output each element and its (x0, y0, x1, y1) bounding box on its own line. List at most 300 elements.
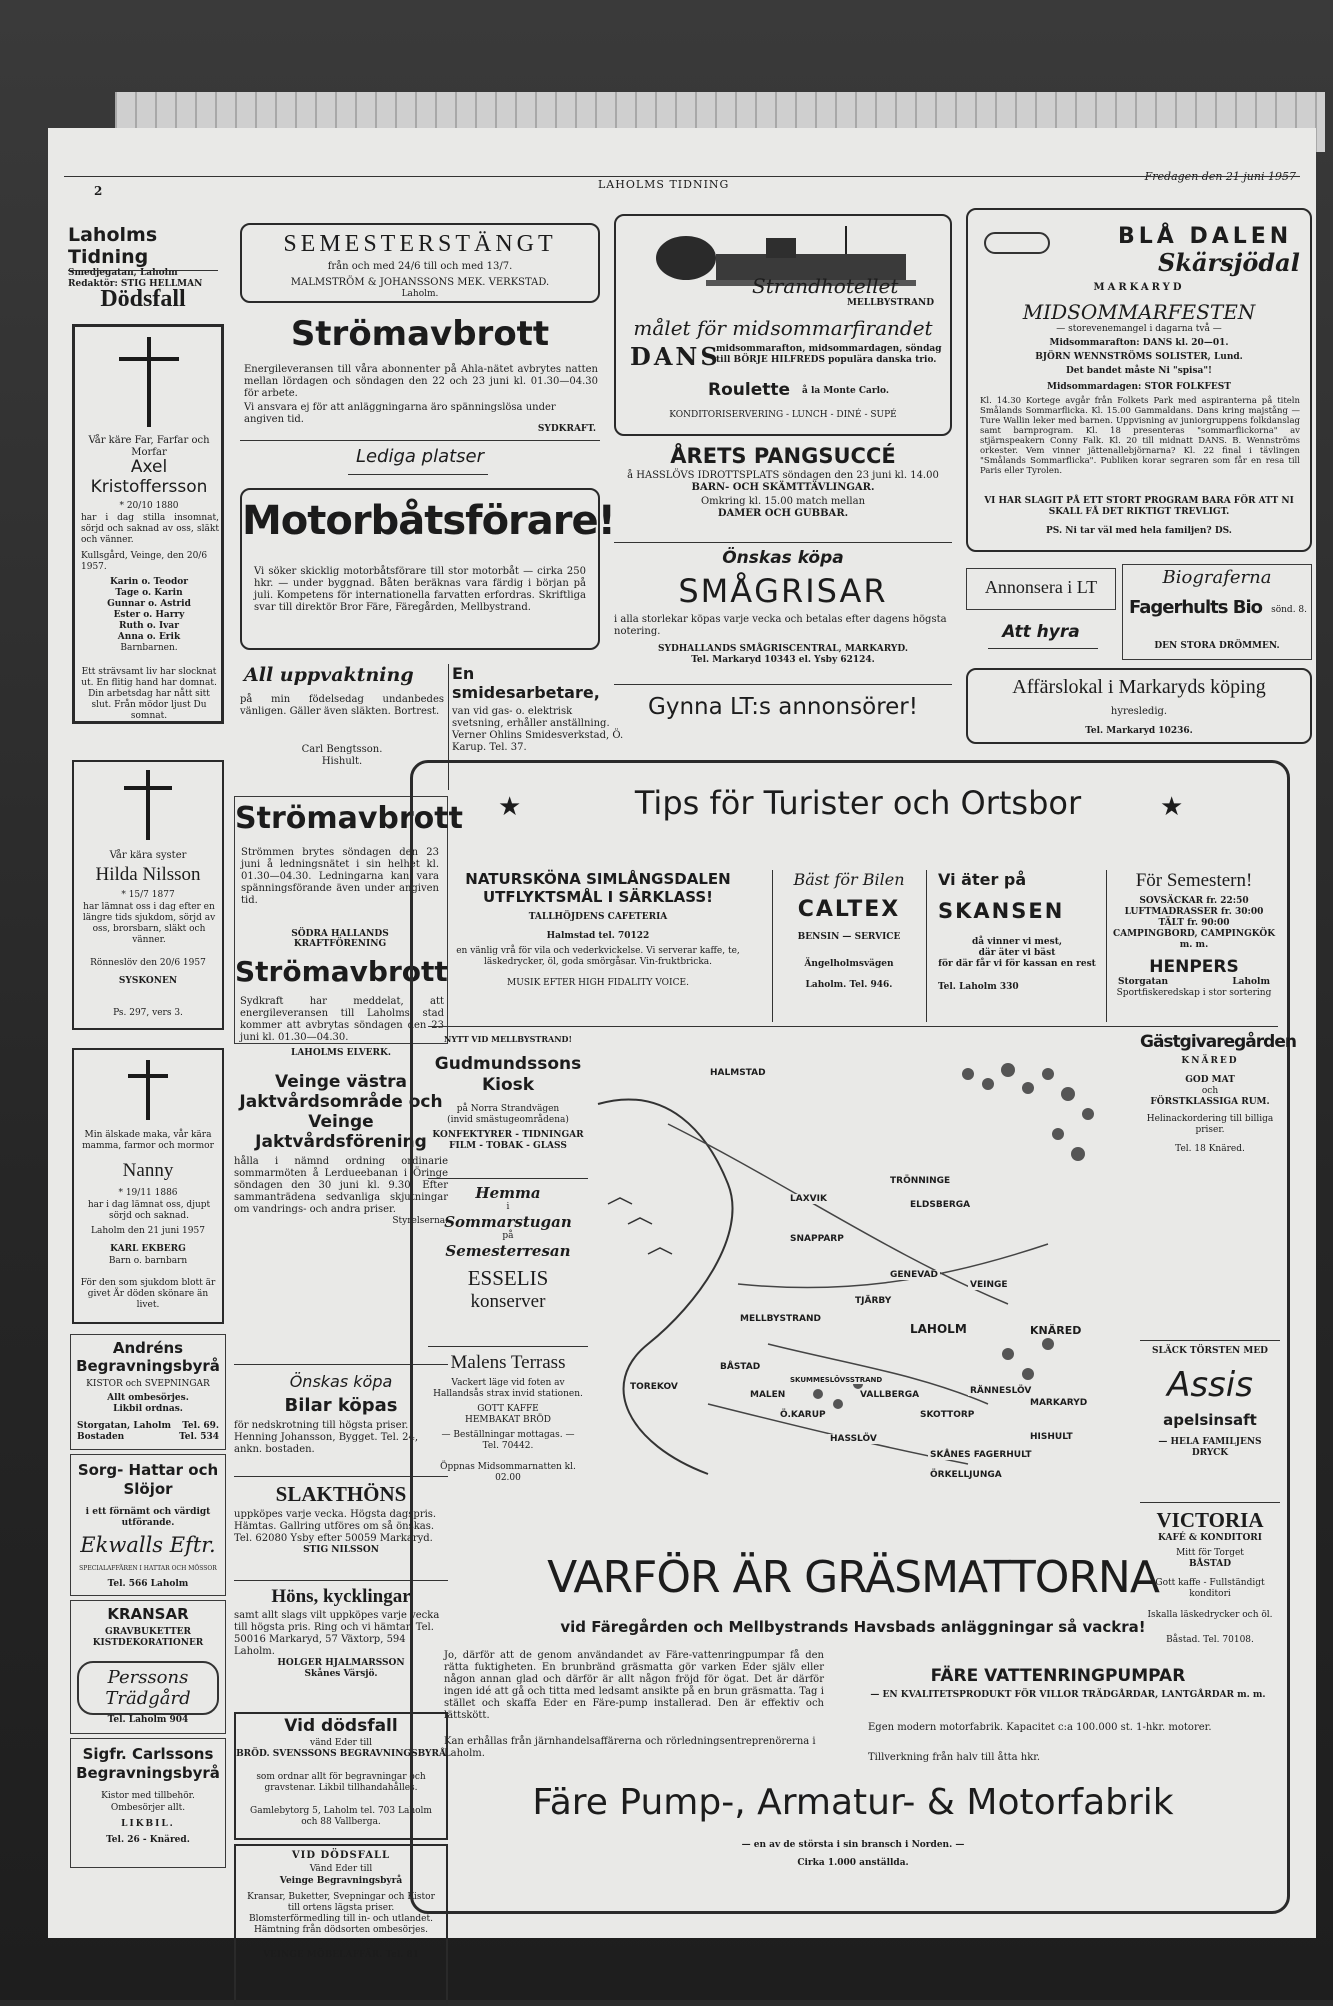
header-rule (64, 176, 1300, 177)
ad-line: Halmstad tel. 70122 (546, 931, 650, 941)
ad-title: Strömavbrott (235, 801, 463, 836)
ad-text: uppköpes varje vecka. Högsta dagspris. Hämtas. Gallring utföres om så önskas. Tel. 62080 Ysby efter 50059 Markaryd. (234, 1509, 437, 1544)
product-line: — EN KVALITETSPRODUKT FÖR VILLOR TRÄDGÅRDAR, LANTGÅRDAR m. m. (870, 1690, 1266, 1700)
brand-esselis: ESSELIS (467, 1266, 549, 1290)
ad-sub: GRAVBUKETTER (104, 1627, 192, 1637)
ad-assis (1140, 1346, 1280, 1459)
divider (240, 440, 600, 441)
ad-text: DAMER OCH GUBBAR. (717, 508, 849, 519)
product-name: FÄRE VATTENRINGPUMPAR (930, 1666, 1186, 1686)
cross-bar-icon (119, 357, 179, 361)
paper-name: Laholms Tidning (68, 224, 158, 268)
ad-title: Annonsera i LT (984, 577, 1098, 597)
cinema-name: Fagerhults Bio (1129, 597, 1262, 618)
map-label: SKOTTORP (920, 1410, 975, 1420)
ad-phone: Tel. Markaryd 10236. (1085, 726, 1193, 736)
obituary-hilda (72, 760, 224, 1030)
divider (1106, 870, 1107, 1022)
ad-place: KNÄRED (1181, 1056, 1239, 1066)
map-label: KNÄRED (1030, 1324, 1082, 1337)
ad-line: vänd Eder till (310, 1738, 372, 1748)
ad-title: Motorbåtsförare! (242, 498, 615, 544)
mourner: Anna o. Erik (117, 632, 181, 642)
obit-verse: Ett strävsamt liv har slocknat ut. En flitig hand har domnat. Din arbetsdag har nått sitt slut. Från mödor ljust Du somnat. (81, 667, 217, 721)
obit-place: Kullsgård, Veinge, den 20/6 1957. (81, 551, 208, 572)
cross-icon (147, 337, 151, 427)
obit-born: * 19/11 1886 (118, 1188, 178, 1198)
ad-line: HEMBAKAT BRÖD (465, 1415, 551, 1425)
ad-kransar (70, 1600, 226, 1734)
ad-line: BENSIN — SERVICE (797, 932, 901, 942)
map-label: RÄNNESLÖV (970, 1386, 1032, 1396)
ad-place: Hishult. (321, 756, 363, 767)
brand-sub: apelsinsaft (1163, 1411, 1257, 1429)
ad-pangsucce (614, 444, 952, 520)
obit-family: Barn o. barnbarn (108, 1256, 188, 1266)
ad-signed: SYDHALLANDS SMÅGRISCENTRAL, MARKARYD. (658, 644, 908, 654)
ad-line: LUFTMADRASSER fr. 30:00 (1124, 907, 1264, 917)
ad-line: Ombesörjer allt. (110, 1803, 186, 1813)
ad-title: En smidesarbetare, (452, 664, 600, 702)
obit-text: har lämnat oss i dag efter en längre tids sjukdom, sörjd av oss, brorsbarn, släkt och vänner. (82, 902, 216, 945)
ad-sub: KISTDEKORATIONER (92, 1638, 204, 1648)
ad-pre: Önskas köpa (289, 1372, 393, 1391)
hotel-name: Strandhotellet (752, 274, 899, 298)
ad-title: SLAKTHÖNS (275, 1482, 407, 1506)
ad-line: Iskalla läskedrycker och öl. (1147, 1610, 1273, 1620)
obit-intro: Min älskade maka, vår kära mamma, farmor och mormor (82, 1130, 214, 1151)
ad-smidesarbetare (452, 664, 624, 754)
ad-sorg (70, 1454, 226, 1596)
ad-carlssons (70, 1738, 226, 1868)
ad-line: Mitt för Torget (1176, 1548, 1244, 1558)
ad-line: LIKBIL. (121, 1819, 175, 1829)
page-number: 2 (94, 184, 103, 198)
ad-text: samt allt slags vilt uppköpes varje vecka till högsta pris. Ring och vi hämtar. Tel. 50016 Markaryd, 57 Växtorp, 594 Laholm. (234, 1610, 440, 1657)
ad-title: Veinge västra Jaktvårdsområde och Veinge Jaktvårdsförening (239, 1072, 443, 1152)
map-label: ELDSBERGA (910, 1200, 971, 1210)
ad-text: för nedskrotning till högsta priser. Henning Johansson, Bygget. Tel. 24, ankn. bostaden. (234, 1420, 419, 1455)
ad-sub: KISTOR och SVEPNINGAR (86, 1379, 210, 1389)
ad-title: BLÅ DALEN (1118, 224, 1293, 249)
ad-title: Biograferna (1162, 567, 1272, 588)
obit-mourners (79, 577, 219, 654)
obit-name: Nanny (122, 1160, 174, 1181)
divider (614, 542, 952, 543)
divider (988, 648, 1098, 649)
divider (428, 1178, 588, 1179)
hotel-place: MELLBYSTRAND (846, 298, 934, 308)
ad-text: BARN- OCH SKÄMTTÄVLINGAR. (691, 482, 875, 493)
hotel-roulette: Roulette (708, 380, 791, 400)
product-line: Tillverkning från halv till åtta hkr. (868, 1752, 1041, 1763)
ad-text: i alla storlekar köpas varje vecka och betalas efter dagens högsta notering. (614, 614, 947, 637)
ad-line: Hemma (475, 1184, 541, 1202)
hotel-footer: KONDITORISERVERING - LUNCH - DINÉ - SUPÉ (669, 410, 897, 420)
firm-line: Cirka 1.000 anställda. (797, 1858, 909, 1868)
ad-signed: SÖDRA HALLANDS (291, 929, 389, 939)
ad-line: på (502, 1231, 514, 1241)
ad-line: Allt ombesörjes. (107, 1393, 189, 1403)
ad-text: Vi söker skicklig motorbåtsförare till stor motorbåt — cirka 250 hkr. — under byggnad. Båten beräknas vara färdig i början på juli. Kompetens för internationella farvatten erfordras. Skriftliga svar till direktör Bror Färe, Färegården, Mellbystrand. (254, 566, 586, 613)
ad-phone: Tel. Markaryd 10343 el. Ysby 62124. (691, 655, 875, 665)
ad-line: där äter vi bäst (978, 948, 1056, 958)
stromavbrott-title: Strömavbrott (290, 314, 550, 354)
ad-title: SMÅGRISAR (678, 572, 888, 610)
divider (428, 1346, 588, 1347)
obit-name: Axel Kristoffersson (90, 457, 208, 497)
ad-text: Omkring kl. 15.00 match mellan (700, 496, 866, 507)
ad-title: Strömavbrott (235, 955, 448, 988)
stromavbrott3-text: Sydkraft har meddelat, att energileveransen till Laholms stad kommer att avbrytas söndagen den 23 juni kl. 01.30—04.30. (240, 996, 444, 1043)
cross-icon (146, 1060, 150, 1120)
obit-text: har i dag stilla insomnat, sörjd och saknad av oss, släkt och vänner. (81, 513, 219, 545)
ad-bla-dalen (966, 208, 1312, 552)
map-label: HALMSTAD (710, 1068, 766, 1078)
ad-line: som ordnar allt för begravningar och gravstenar. Likbil tillhandahålles. (256, 1772, 426, 1793)
ad-line: BJÖRN WENNSTRÖMS SOLISTER, Lund. (1035, 352, 1243, 362)
ad-line: Helinackordering till billiga priser. (1146, 1114, 1274, 1135)
ad-pre: NYTT VID MELLBYSTRAND! (444, 1034, 572, 1044)
ad-title: VID DÖDSFALL (291, 1850, 391, 1861)
dateline: Fredagen den 21 juni 1957 (1144, 170, 1296, 183)
map-label: LAHOLM (910, 1322, 967, 1336)
grasmattorna-title: VARFÖR ÄR GRÄSMATTORNA (547, 1552, 1159, 1603)
brand-assis: Assis (1167, 1365, 1253, 1405)
ad-line: Veinge Begravningsbyrå (279, 1876, 403, 1886)
ad-line: Midsommarafton: DANS kl. 20—01. (1049, 338, 1229, 348)
obit-psalm: Ps. 297, vers 3. (113, 1008, 183, 1018)
map-label: SKUMMESLÖVSSTRAND (790, 1376, 883, 1384)
ad-line: MUSIK EFTER HIGH FIDALITY VOICE. (507, 978, 689, 988)
ad-strandhotellet (614, 214, 952, 436)
ad-address: Storgatan (1118, 977, 1169, 987)
ad-phone: Tel. Laholm 904 (107, 1715, 189, 1725)
hotel-dans-text: midsommarafton, midsommardagen, söndag till BÖRJE HILFREDS populära danska trio. (716, 344, 942, 365)
obit-name: Hilda Nilsson (95, 864, 201, 885)
ad-caltex (776, 870, 922, 991)
ad-title: Vid dödsfall (284, 1716, 398, 1736)
map-illustration (588, 1044, 1128, 1484)
ad-att-hyra: Att hyra (1002, 622, 1080, 642)
ad-title: All uppvaktning (244, 664, 414, 686)
ad-semesterstangt (240, 223, 600, 303)
ad-line: Laholm. Tel. 946. (805, 980, 893, 990)
brand-caltex: CALTEX (797, 897, 901, 922)
map-label: MARKARYD (1030, 1398, 1088, 1408)
ad-event: MIDSOMMARFESTEN (1022, 300, 1256, 324)
divider (1140, 1340, 1280, 1341)
ad-line: GOD MAT (1185, 1075, 1235, 1085)
shop-henpers: HENPERS (1149, 957, 1239, 977)
ad-line: CAMPINGBORD, CAMPINGKÖK m. m. (1112, 929, 1276, 950)
stromavbrott-text: Energileveransen till våra abonnenter på Ahla-nätet avbrytes natten mellan lördagen och söndagen den 22 och 23 juni kl. 01.30—04.30 för arbete. (244, 364, 598, 399)
ad-signed: KRAFTFÖRENING (293, 939, 387, 949)
ad-malens-terrass (428, 1352, 588, 1484)
obit-signed: KARL EKBERG (110, 1244, 186, 1254)
ad-line: FÖRSTKLASSIGA RUM. (1150, 1097, 1270, 1107)
paper-address: Smedjegatan, Laholm (68, 268, 178, 278)
ad-simlangsdalen (428, 870, 768, 1020)
ad-title: Affärslokal i Markaryds köping (1012, 676, 1266, 698)
star-icon: ★ (498, 792, 522, 822)
ad-place: Laholm (1232, 977, 1270, 987)
firm-line: — en av de största i sin bransch i Norden. — (741, 1840, 965, 1850)
map-label: LAXVIK (790, 1194, 827, 1204)
ad-place: Laholm. (401, 289, 439, 299)
ad-title: Vi äter på (938, 870, 1027, 889)
stromavbrott-signed: SYDKRAFT. (537, 424, 596, 434)
ad-phone: Tel. 69. (182, 1421, 219, 1431)
masthead: LAHOLMS TIDNING (598, 178, 730, 191)
ad-line: Kistor med tillbehör. (101, 1791, 195, 1801)
ad-phone: Tel. 566 Laholm (107, 1579, 189, 1589)
obit-signed: SYSKONEN (118, 976, 178, 986)
ad-smagrisar (614, 548, 952, 666)
ad-sub: hyresledig. (1110, 706, 1168, 717)
cross-icon (146, 770, 150, 840)
ad-text: å HASSLÖVS IDROTTSPLATS söndagen den 23 juni kl. 14.00 (627, 470, 939, 481)
hotel-roulette-text: å la Monte Carlo. (802, 386, 890, 396)
ad-title: Gudmundssons Kiosk (434, 1054, 582, 1095)
map-label: BÅSTAD (720, 1362, 761, 1372)
ad-line: Sportfiskeredskap i stor sortering (1116, 988, 1272, 998)
ad-line: Ängelholmsvägen (804, 959, 894, 969)
ad-line: KONFEKTYRER - TIDNINGAR (432, 1130, 584, 1140)
newspaper-page (48, 128, 1316, 1960)
ad-title: Sigfr. Carlssons Begravningsbyrå (76, 1745, 220, 1782)
ad-line: Sommarstugan (444, 1213, 572, 1231)
hotel-tagline: målet för midsommarfirandet (633, 316, 933, 340)
shop-address-row (1110, 977, 1278, 988)
product-line: Egen modern motorfabrik. Kapacitet c:a 100.000 st. 1-hkr. motorer. (868, 1722, 1212, 1733)
ad-title: Sorg- Hattar och Slöjor (77, 1461, 219, 1498)
ad-title: NATURSKÖNA SIMLÅNGSDALEN (465, 870, 731, 888)
ad-line: Öppnas Midsommarnatten kl. 02.00 (440, 1462, 576, 1483)
divider (428, 1026, 1278, 1027)
ad-line: Det bandet måste Ni "spisa"! (1065, 366, 1213, 376)
ad-line: på Norra Strandvägen (456, 1104, 560, 1114)
obit-intro: Vår kära syster (109, 850, 187, 861)
ad-line: — Beställningar mottagas. — (441, 1430, 575, 1440)
cross-bar-icon (128, 1074, 168, 1078)
star-icon: ★ (1160, 792, 1184, 822)
ad-gastgivaregarden (1140, 1032, 1296, 1155)
grasmattorna-text2: Kan erhållas från järnhandelsaffärerna och rörledningsentreprenörerna i Laholm. (444, 1736, 816, 1759)
obit-text: har i dag lämnat oss, djupt sörjd och saknad. (87, 1200, 211, 1221)
ad-line: FILM - TOBAK - GLASS (449, 1141, 567, 1151)
grasmattorna-sub: vid Färegården och Mellbystrands Havsbads anläggningar så vackra! (560, 1618, 1146, 1636)
mourner: Karin o. Teodor (109, 577, 189, 587)
gynna-annonsorer: Gynna LT:s annonsörer! (648, 694, 918, 720)
ad-sub: KAFÉ & KONDITORI (1158, 1533, 1262, 1543)
ad-address: Bostaden (77, 1432, 125, 1442)
ad-semestern (1110, 870, 1278, 999)
ad-title: Bäst för Bilen (793, 870, 905, 889)
ad-line: — HELA FAMILJENS DRYCK (1158, 1437, 1262, 1458)
ad-line: Semesterresan (445, 1242, 571, 1260)
grasmattorna-text: Jo, därför att de genom användandet av Färe-vattenringpumpar få den rätta fuktigheten. En brunbränd gräsmatta gör varken Eder själv eller någon annan glad och därför är allt någon fröjd för ögat. Det är därför ingen idé att gå och titta med ledsamt ansikte på en brun gräsmatta. Tag i stället och skaffa Eder en Färe-pump installerad. Den är effektiv och lättskött. (444, 1650, 824, 1721)
ad-pre: SLÄCK TÖRSTEN MED (1152, 1346, 1268, 1356)
map-label: HASSLÖV (830, 1434, 877, 1444)
ad-esselis (428, 1184, 588, 1313)
mourner: Gunnar o. Astrid (107, 599, 191, 609)
ad-text: hålla i nämnd ordning ordinarie sommarmöten å Lerdueebanan i Öringe söndagen den 30 juni kl. 9.30. Efter sammanträdena sedvanliga skjutningar om vandrings- och andra priser. (234, 1156, 448, 1215)
ad-title: För Semestern! (1135, 870, 1253, 891)
ad-line: Likbil ordnas. (113, 1404, 183, 1414)
map-label: GENEVAD (890, 1270, 939, 1280)
ad-script: Skärsjödal (1158, 248, 1300, 277)
ad-motorbatsforare (240, 488, 615, 650)
obit-born: * 20/10 1880 (119, 501, 179, 511)
ad-phone: Båstad. Tel. 70108. (1166, 1635, 1254, 1645)
ad-title: ÅRETS PANGSUCCÉ (670, 444, 896, 468)
ad-title: VICTORIA (1156, 1508, 1264, 1532)
ad-text: van vid gas- o. elektrisk svetsning, erhåller anställning. Verner Ohlins Smidesverkstad, Ö. Karup. Tel. 37. (452, 706, 624, 753)
ad-title: KRANSAR (107, 1605, 189, 1623)
ad-place: MARKARYD (1093, 282, 1185, 293)
ad-gudmundsson (428, 1034, 588, 1152)
ad-line: SOVSÄCKAR fr. 22:50 (1139, 896, 1249, 906)
divider (772, 870, 773, 1022)
map-label: TJÄRBY (855, 1296, 892, 1306)
map-label: TOREKOV (630, 1382, 678, 1392)
car-logo-icon (984, 232, 1050, 254)
obit-intro: Vår käre Far, Farfar och Morfar (88, 435, 210, 458)
ad-text: Kl. 14.30 Kortege avgår från Folkets Park med aspiranterna på titeln Smålands Sommarflicka. Kl. 15.00 Gammaldans. Dans kring majstång — Ture Wallin leker med barnen. Uppvisning av juniorgruppens folkdanslag samt barnprogram. Kl. 18 presenteras "sommarflickorna" av stjärnspeakern Conny Falk. Kl. 20 till midnatt DANS. B. Wennströms orkester. Vem vinner jättenallebjörnarna? Kl. 22 final i tävlingen "Smålands Sommarflicka". Publiken korar segraren som får en resa till Paris eller Tyrolen. (980, 396, 1300, 476)
ad-pre: Önskas köpa (722, 548, 844, 568)
map-label: ÖRKELLJUNGA (930, 1470, 1002, 1480)
map-label: VEINGE (970, 1280, 1008, 1290)
ad-phone: Tel. 534 (179, 1432, 219, 1442)
cinema-time: sönd. 8. (1271, 605, 1307, 615)
ad-line: för där får vi för kassan en rest (938, 959, 1096, 969)
ad-firm: MALMSTRÖM & JOHANSSONS MEK. VERKSTAD. (290, 277, 550, 288)
map-label: MALEN (750, 1390, 786, 1400)
mourner: Ester o. Harry (113, 610, 185, 620)
map-label: TRÖNNINGE (890, 1176, 951, 1186)
section-title: Dödsfall (100, 286, 186, 312)
obituary-nanny (72, 1048, 224, 1324)
ad-line: och (1201, 1086, 1219, 1096)
ad-line: (invid smästugeområdena) (447, 1115, 569, 1125)
ad-line: VEINGE MÖBELAFFÄR. Tel. 81 (262, 1950, 420, 1960)
divider (68, 270, 218, 271)
ad-line: TÄLT fr. 90:00 (1158, 918, 1230, 928)
ad-phone: Tel. 70442. (482, 1441, 534, 1451)
ad-text: på min födelsedag undanbedes vänligen. Gäller även släkten. Bortrest. (240, 694, 444, 717)
stromavbrott-text: Vi ansvara ej för att anläggningarna äro spänningslösa under angiven tid. (244, 402, 556, 425)
shop-logo: Ekwalls Eftr. (80, 1533, 216, 1557)
ad-sub: i ett förnämt och värdigt utförande. (85, 1507, 211, 1528)
ad-signed: Styrelserna. (392, 1216, 448, 1226)
shop-sub: SPECIALAFFÄREN I HATTAR OCH MÖSSOR (79, 1565, 217, 1572)
ad-line: TALLHÖJDENS CAFETERIA (528, 912, 668, 922)
ad-line: Kransar, Buketter, Svepningar och Kistor till ortens lägsta priser. Blomsterförmedling till in- och utlandet. Hämtning från dödsorten ombesörjes. (247, 1892, 435, 1935)
obit-children: Barnbarnen. (120, 643, 178, 653)
stromavbrott3-signed: LAHOLMS ELVERK. (291, 1048, 391, 1058)
ad-phone: Tel. 18 Knäred. (1175, 1144, 1245, 1154)
ad-place: Skånes Värsjö. (304, 1669, 378, 1679)
cinema-film: DEN STORA DRÖMMEN. (1154, 641, 1280, 651)
ad-title: Höns, kycklingar (271, 1586, 411, 1607)
cross-bar-icon (124, 786, 172, 790)
ad-title: Malens Terrass (450, 1352, 566, 1373)
divider (614, 684, 952, 685)
map-label: VALLBERGA (860, 1390, 920, 1400)
divider (348, 474, 488, 475)
ad-line: BÅSTAD (1188, 1559, 1232, 1569)
divider (926, 870, 927, 1022)
map-label: MELLBYSTRAND (740, 1314, 821, 1324)
map-label: SKÅNES FAGERHULT (930, 1450, 1032, 1460)
ad-line: VI HAR SLAGIT PÅ ETT STORT PROGRAM BARA FÖR ATT NI SKALL FÅ DET RIKTIGT TREVLIGT. (984, 496, 1294, 517)
ad-line: Vänd Eder till (309, 1864, 373, 1874)
ad-line: — storevenemangel i dagarna två — (1056, 324, 1222, 334)
ad-phone: Tel. 26 - Knäred. (106, 1835, 190, 1845)
ad-line: Gott kaffe - Fullständigt konditori (1155, 1578, 1265, 1599)
tips-title: Tips för Turister och Ortsbor (634, 784, 1082, 822)
ad-address: Storgatan, Laholm (77, 1421, 171, 1431)
ad-text: Strömmen brytes söndagen den 23 juni å ledningsnätet i sin helhet kl. 01.30—04.30. Ledningarna kan vara spänningsförande även under angiven tid. (241, 847, 439, 906)
ad-title: Gästgivaregården (1140, 1032, 1296, 1052)
ad-line: Midsommardagen: STOR FOLKFEST (1047, 382, 1231, 392)
paper-info (68, 224, 218, 290)
obituary-axel (72, 324, 224, 724)
obit-place: Rönneslöv den 20/6 1957 (90, 958, 206, 968)
brand-skansen: SKANSEN (938, 899, 1065, 923)
ad-text: Vackert läge vid foten av Hallandsås strax invid stationen. (433, 1378, 583, 1399)
mourner: Tage o. Karin (115, 588, 183, 598)
ad-signed: STIG NILSSON (303, 1545, 379, 1555)
firm-name: Färe Pump-, Armatur- & Motorfabrik (532, 1782, 1174, 1823)
ad-biograferna (1122, 564, 1312, 660)
map-label: SNAPPARP (790, 1234, 844, 1244)
ad-title: Andréns Begravningsbyrå (76, 1339, 220, 1375)
ad-line: BRÖD. SVENSSONS BEGRAVNINGSBYRÅ (236, 1749, 446, 1759)
ad-phone: Tel. Laholm 330 (938, 982, 1019, 992)
ad-title: SEMESTERSTÄNGT (283, 231, 557, 257)
ad-affarslokal (966, 668, 1312, 744)
ad-signed: HOLGER HJALMARSSON (277, 1658, 405, 1668)
ad-line: Gamlebytorg 5, Laholm tel. 703 Laholm och 88 Vallberga. (250, 1806, 432, 1827)
paper-editor: Redaktör: STIG HELLMAN (68, 279, 203, 289)
lediga-platser: Lediga platser (355, 446, 485, 467)
ad-line: PS. Ni tar väl med hela familjen? DS. (1046, 526, 1232, 536)
ad-annonsera (966, 568, 1116, 610)
ad-signed: Carl Bengtsson. (301, 744, 383, 755)
tourist-map (588, 1044, 1128, 1484)
brand-sub: konserver (470, 1291, 546, 1312)
map-label: HISHULT (1030, 1432, 1073, 1442)
ad-line: i (506, 1202, 510, 1212)
obit-place: Laholm den 21 juni 1957 (91, 1226, 205, 1236)
ad-line: en vänlig vrå för vila och vederkvickelse. Vi serverar kaffe, te, läskedrycker, öl, goda smörgåsar. Vin-fruktbricka. (456, 946, 740, 967)
mourner: Ruth o. Ivar (119, 621, 179, 631)
ad-andrens (70, 1334, 226, 1450)
map-label: Ö.KARUP (780, 1410, 826, 1420)
ad-line: GOTT KAFFE (477, 1404, 539, 1414)
ad-sub: från och med 24/6 till och med 13/7. (327, 261, 513, 272)
obit-verse: För den som sjukdom blott är givet Är döden skönare än livet. (80, 1278, 216, 1310)
obit-born: * 15/7 1877 (121, 890, 175, 900)
hotel-dans: DANS (630, 342, 721, 371)
ad-skansen (932, 870, 1102, 993)
ad-title: Bilar köpas (284, 1395, 398, 1416)
ad-sub: UTFLYKTSMÅL I SÄRKLASS! (482, 888, 714, 906)
shop-logo: Perssons Trädgård (77, 1661, 219, 1715)
ad-line: då vinner vi mest, (972, 937, 1062, 947)
